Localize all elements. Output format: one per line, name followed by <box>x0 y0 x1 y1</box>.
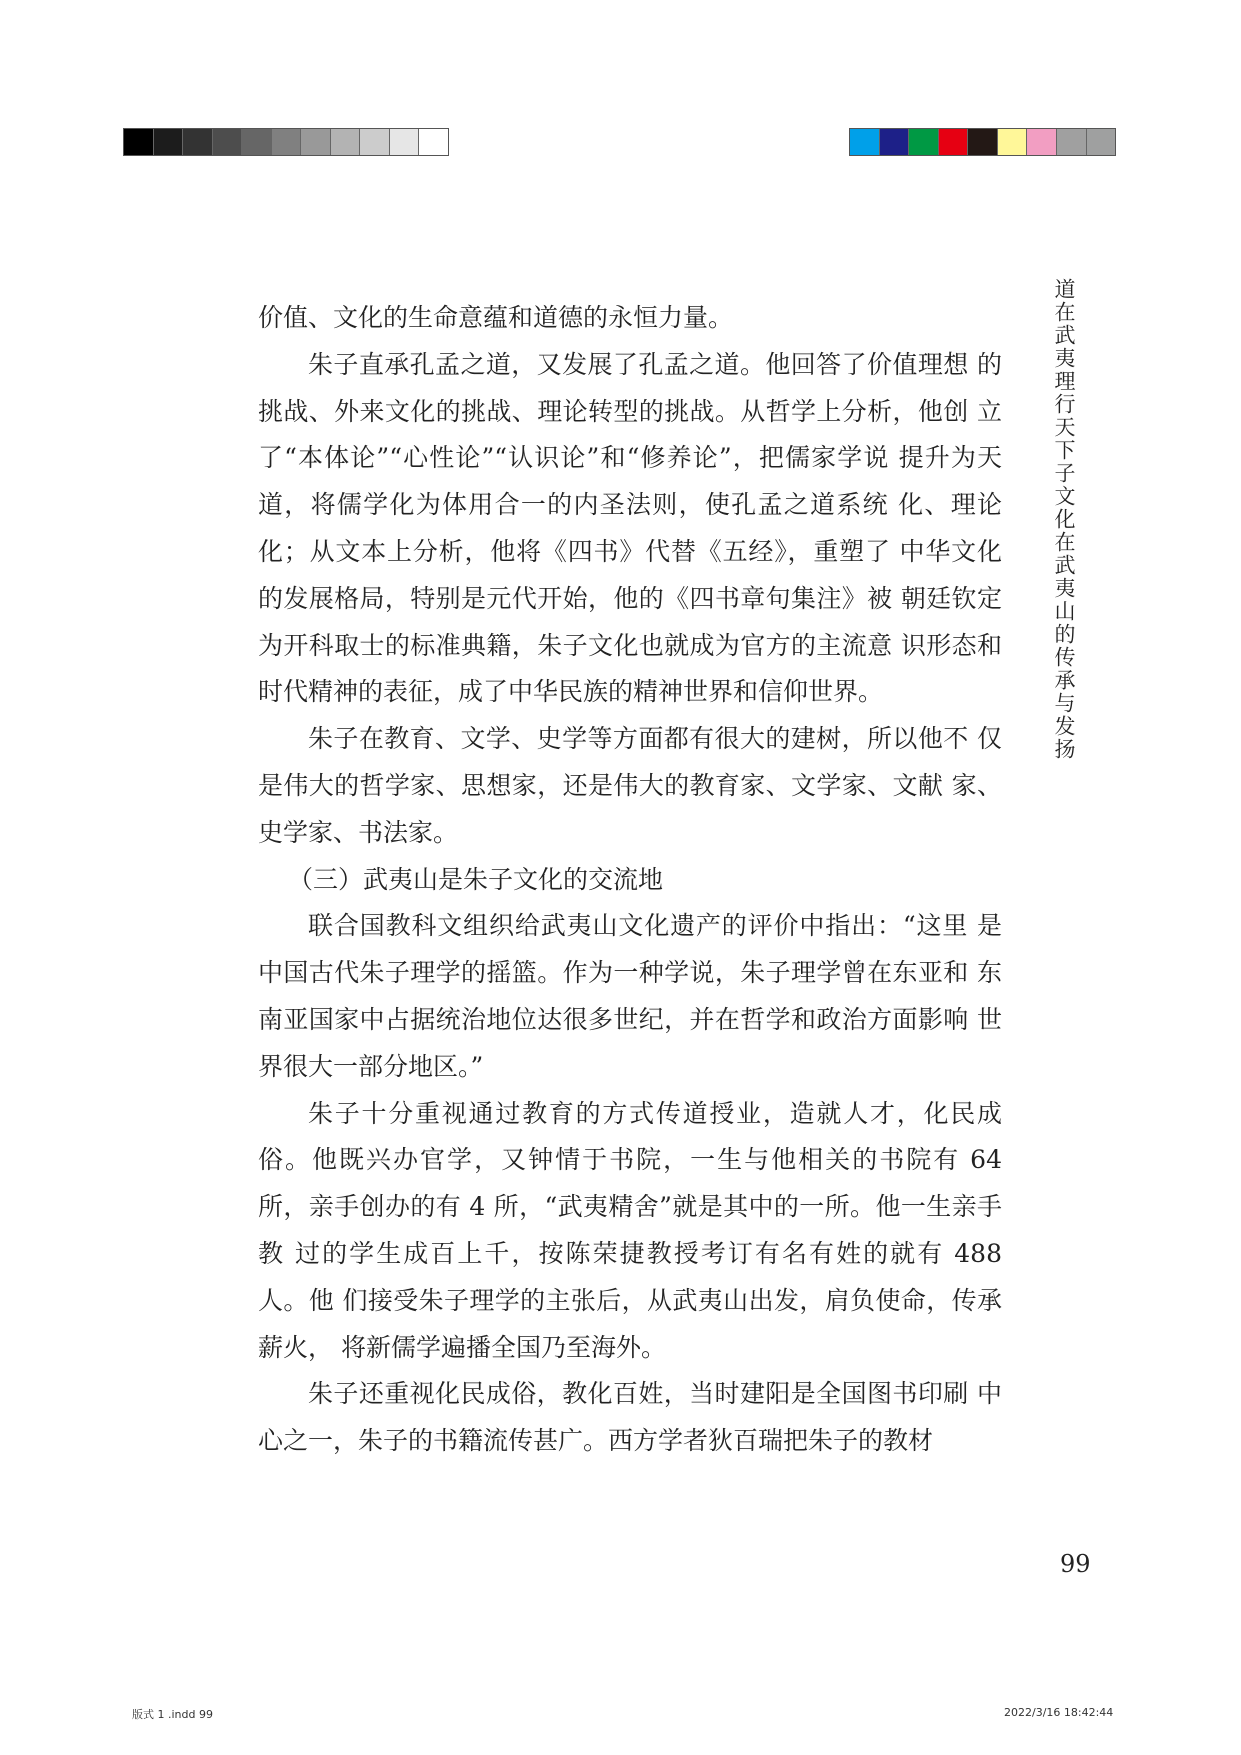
gray-swatch <box>124 129 154 155</box>
paragraph: 价值、文化的生命意蕴和道德的永恒力量。 <box>258 303 734 332</box>
page-number: 99 <box>1060 1550 1091 1578</box>
footer-filename: 版式 1 .indd 99 <box>132 1708 213 1721</box>
gray-swatch <box>242 129 272 155</box>
color-swatch <box>880 129 910 155</box>
color-calibration-bar <box>849 128 1116 156</box>
color-swatch <box>998 129 1028 155</box>
paragraph: 朱子在教育、文学、史学等方面都有很大的建树，所以他不 仅是伟大的哲学家、思想家，还是伟大的教育家、文学家、文献 家、史学家、书法家。 <box>258 724 1002 847</box>
footer-timestamp: 2022/3/16 18:42:44 <box>1004 1706 1114 1719</box>
section-heading: （三）武夷山是朱子文化的交流地 <box>288 864 664 894</box>
paragraph: 朱子十分重视通过教育的方式传道授业，造就人才，化民成俗。他既兴办官学，又钟情于书院，一生与他相关的书院有 64 所，亲手创办的有 4 所，“武夷精舍”就是其中的一所。他一生亲手教 过的学生成百上千，按陈荣捷教授考订有名有姓的就有 488 人。他 们接受朱子理学的主张后，从武夷山出发，肩负使命，传承薪火， 将新儒学遍播全国乃至海外。 <box>258 1098 1002 1362</box>
color-swatch <box>909 129 939 155</box>
body-text <box>258 295 1002 1465</box>
gray-swatch <box>331 129 361 155</box>
gray-swatch <box>301 129 331 155</box>
running-header-vertical: 道在武夷理行天下子文化在武夷山的传承与发扬 <box>1052 278 1076 761</box>
paragraph: 联合国教科文组织给武夷山文化遗产的评价中指出：“这里 是中国古代朱子理学的摇篮。作为一种学说，朱子理学曾在东亚和 东南亚国家中占据统治地位达很多世纪，并在哲学和政治方面影响 世界很大一部分地区。” <box>258 911 1002 1081</box>
gray-swatch <box>154 129 184 155</box>
gray-swatch <box>272 129 302 155</box>
paragraph: 朱子直承孔孟之道，又发展了孔孟之道。他回答了价值理想 的挑战、外来文化的挑战、理论转型的挑战。从哲学上分析，他创 立了“本体论”“心性论”“认识论”和“修养论”，把儒家学说 提升为天道，将儒学化为体用合一的内圣法则，使孔孟之道系统 化、理论化；从文本上分析，他将《四书》代替《五经》，重塑了 中华文化的发展格局，特别是元代开始，他的《四书章句集注》被 朝廷钦定为开科取士的标准典籍，朱子文化也就成为官方的主流意 识形态和时代精神的表征，成了中华民族的精神世界和信仰世界。 <box>258 349 1002 707</box>
color-swatch <box>968 129 998 155</box>
gray-swatch <box>360 129 390 155</box>
gray-swatch <box>390 129 420 155</box>
color-swatch <box>939 129 969 155</box>
gray-swatch <box>183 129 213 155</box>
color-swatch <box>850 129 880 155</box>
grayscale-calibration-bar <box>123 128 449 156</box>
paragraph: 朱子还重视化民成俗，教化百姓，当时建阳是全国图书印刷 中心之一，朱子的书籍流传甚广。西方学者狄百瑞把朱子的教材 <box>258 1379 1002 1456</box>
gray-swatch <box>419 129 448 155</box>
color-swatch <box>1057 129 1087 155</box>
color-swatch <box>1087 129 1116 155</box>
color-swatch <box>1027 129 1057 155</box>
gray-swatch <box>213 129 243 155</box>
